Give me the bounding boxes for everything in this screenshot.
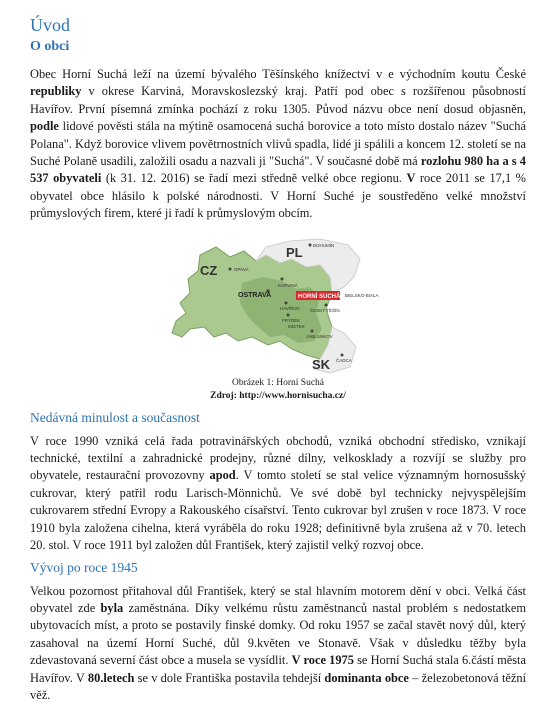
bold-run: republiky: [30, 84, 82, 99]
city-label-bohumin: BOHUMÍN: [313, 242, 335, 248]
section-o-obci-paragraph: [30, 66, 526, 223]
text-run: . V tomto století se stal velice významným hornosušský cukrovar, který patřil rodu Larisch-Mönnichů. Ve své době byl technicky nejvyspělejším cukrovarem střední Evropy a Rakouského císařství. Tento cukrovar byl zrušen v roce 1873. V roce 1910 byla založena cihelna, která vyráběla do roku 1928; definitivně byla zrušena až v 70. letech 20. stol. V roce 1911 byl založen důl František, který zajistil velký rozvoj obce.: [30, 468, 526, 553]
bold-run: V roce 1975: [291, 653, 354, 668]
figure-source: Zdroj: http://www.hornisucha.cz/: [210, 390, 346, 401]
section-heading-after-1945: Vývoj po roce 1945: [30, 559, 138, 575]
section-heading-o-obci: O obci: [30, 39, 70, 54]
city-label-ostrava: OSTRAVA: [238, 291, 272, 299]
country-label-sk: SK: [312, 356, 331, 372]
city-label-karvina: KARVINÁ: [278, 282, 298, 288]
city-label-opava: OPAVA: [234, 266, 249, 272]
city-label-horni-sucha: HORNÍ SUCHÁ: [298, 293, 341, 300]
text-run: – železobetonová těžní věž.: [30, 670, 527, 702]
region-map-image: [30, 237, 526, 377]
text-run: (k 31. 12. 2016) se řadí mezi středně velké obce regionu.: [101, 171, 407, 186]
bold-run: rozlohu 980 ha a s 4 537 obyvateli: [30, 154, 526, 186]
bold-run: 80.letech: [87, 670, 135, 685]
figure-caption: Obrázek 1: Horní Suchá: [231, 377, 325, 388]
text-run: roce 2011 se 17,1 % obyvatel obce hlásilo k polské národnosti. V Horní Suché je soustředěno velké množství průmyslových firem, které ji řadí k průmyslovým obcím.: [30, 171, 526, 221]
section-after-1945-paragraph: [30, 583, 526, 705]
city-label-cesky-tesin: ČESKÝ TĚŠÍN: [310, 307, 340, 313]
bold-run: dominanta obce: [324, 670, 409, 685]
section-recent-history-paragraph: [30, 433, 526, 555]
text-run: zaměstnána. Díky velkému růstu zaměstnanců nastal problém s nedostatkem ubytovacích míst, a proto se postavily finské domky. Od roku 1957 se začal stavět nový důl, který zasahoval na území Horní Suché, důl 9.květen ve Stonavě. Však v důsledku těžby byla zdevastovaná severní část obce a musela se vysídlit.: [30, 600, 526, 668]
bold-run: V: [406, 171, 416, 186]
map-figure: [30, 237, 526, 377]
country-label-pl: PL: [286, 244, 303, 260]
text-run: se v dole Františka postavila tehdejší: [134, 670, 325, 685]
city-label-havirov: HAVÍŘOV: [280, 305, 300, 311]
city-label-frydek: FRÝDEK: [282, 317, 301, 323]
bold-run: byla: [100, 600, 124, 615]
text-run: se Horní Suchá stala 6.částí města Havířov. V: [30, 653, 527, 685]
section-heading-recent-history: Nedávná minulost a současnost: [30, 409, 200, 425]
text-run: Velkou pozornost přitahoval důl František, který se stal hlavním motorem dění v obci. Velká část obyvatel zde: [30, 583, 526, 615]
city-label-bielsko: BIELSKO-BIALA: [345, 292, 379, 298]
page-title: Úvod: [30, 15, 70, 35]
text-run: V roce 1990 vzniká celá řada potravinářských obchodů, vzniká obchodní středisko, vznikají technické, textilní a zahradnické prodejny, různé dílny, velkosklady a rozvíjí se služby pro obyvatele, restaurační provozovny: [30, 433, 526, 483]
bold-run: apod: [209, 468, 236, 483]
bold-run: podle: [30, 119, 59, 134]
city-label-mistek: MÍSTEK: [288, 323, 305, 329]
text-run: lidové pověsti stála na mýtině osamocená suchá borovice a toto místo dostalo název "Suchá Polana". Když borovice vlivem povětrnostních vlivů spadla, lidé ji spálili a koncem 12. století se na Suché Polaně usadili, založili osadu a nazvali ji "Suchá". V současné době má: [30, 119, 526, 169]
country-label-cz: CZ: [200, 262, 218, 278]
text-run: v okrese Karviná, Moravskoslezský kraj. Patří pod obec s rozšířenou působností Havířov. První písemná zmínka pochází z roku 1305. Původ názvu obce není dosud objasněn,: [30, 84, 526, 116]
city-label-cadca: ČADCA: [336, 357, 352, 363]
text-run: Obec Horní Suchá leží na území bývalého Těšínského knížectví v e východním koutu České: [30, 67, 526, 81]
document-page: [30, 14, 526, 704]
city-label-jablunkov: JABLUNKOV: [306, 333, 333, 339]
